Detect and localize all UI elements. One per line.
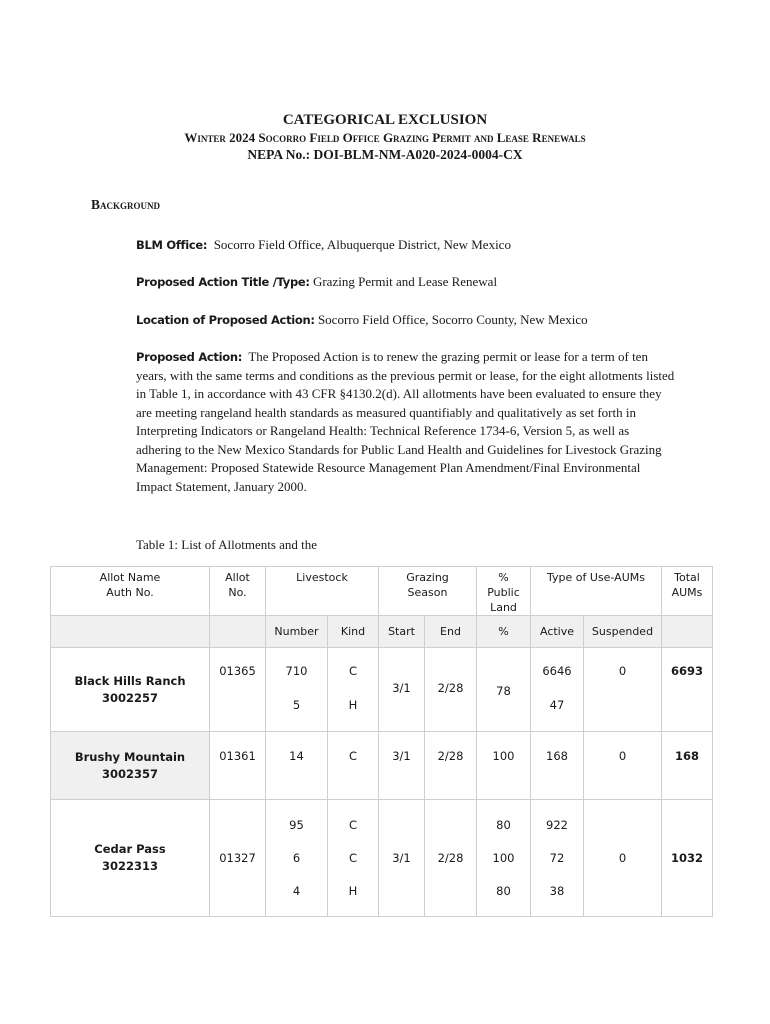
document-subtitle: Winter 2024 Socorro Field Office Grazing Permit and Lease Renewals — [184, 130, 586, 145]
table-row — [51, 800, 713, 917]
blm-office-label: BLM Office — [136, 238, 203, 252]
livestock-kind: C — [348, 818, 358, 832]
allotment-auth-no: 3002357 — [101, 766, 158, 781]
location-field — [136, 311, 676, 330]
allotment-name-cell — [51, 732, 210, 800]
kind-cell — [328, 800, 379, 917]
allot-no-cell — [210, 648, 266, 732]
allot-no: 01327 — [219, 851, 256, 865]
active-aums: 47 — [549, 698, 565, 712]
action-title-label: Proposed Action Title /Type — [136, 275, 306, 289]
subheader-number: Number — [266, 616, 328, 648]
blm-office-field: BLM Office: Socorro Field Office, Albuquerque District, New Mexico — [136, 237, 511, 252]
season-end: 2/28 — [437, 749, 464, 763]
livestock-number: 5 — [292, 698, 301, 712]
header-livestock-text: Livestock — [296, 571, 348, 584]
allot-no-cell — [210, 800, 266, 917]
allotment-name: Black Hills Ranch — [74, 673, 186, 688]
total-aums: 6693 — [670, 664, 703, 678]
header-total-line2: AUMs — [671, 586, 703, 599]
livestock-number: 14 — [289, 749, 304, 763]
total-cell — [662, 732, 713, 800]
allotment-name-cell — [51, 648, 210, 732]
number-cell — [266, 800, 328, 917]
active-aums: 38 — [549, 884, 565, 898]
subheader-blank — [662, 616, 713, 648]
table-row — [51, 648, 713, 732]
document-title-block — [0, 111, 770, 163]
kind-cell — [328, 732, 379, 800]
season-start: 3/1 — [392, 681, 411, 695]
end-cell — [425, 732, 477, 800]
header-pct-line2: Public — [487, 586, 520, 599]
subheader-kind: Kind — [328, 616, 379, 648]
action-title-value: Grazing Permit and Lease Renewal — [312, 274, 498, 289]
suspended-cell — [584, 732, 662, 800]
header-allot-name — [51, 567, 210, 616]
start-cell — [379, 732, 425, 800]
subheader-end: End — [425, 616, 477, 648]
livestock-kind: C — [348, 851, 358, 865]
active-aums: 72 — [549, 851, 565, 865]
start-cell — [379, 648, 425, 732]
livestock-kind: H — [348, 884, 358, 898]
season-end: 2/28 — [437, 681, 464, 695]
total-aums: 168 — [674, 749, 699, 763]
background-heading: Background — [91, 197, 161, 212]
allot-no: 01365 — [219, 664, 256, 678]
pct-cell — [477, 648, 531, 732]
active-cell — [531, 648, 584, 732]
pct-cell — [477, 800, 531, 917]
active-cell — [531, 732, 584, 800]
livestock-number: 95 — [289, 818, 304, 832]
active-aums: 6646 — [542, 664, 572, 678]
header-pct-line3: Land — [490, 601, 517, 614]
season-start: 3/1 — [392, 851, 411, 865]
header-livestock — [266, 567, 379, 616]
location-label: Location of Proposed Action: — [136, 313, 315, 327]
table-row — [51, 732, 713, 800]
suspended-aums: 0 — [618, 851, 627, 865]
header-public-land — [477, 567, 531, 616]
livestock-kind: C — [348, 749, 358, 763]
kind-cell — [328, 648, 379, 732]
total-aums: 1032 — [670, 851, 703, 865]
season-start: 3/1 — [392, 749, 411, 763]
number-cell — [266, 732, 328, 800]
action-title-field: Proposed Action Title /Type: Grazing Permit and Lease Renewal — [136, 274, 498, 289]
header-total-aums — [662, 567, 713, 616]
allotment-name: Brushy Mountain — [74, 749, 186, 764]
header-allot-name-text: Allot Name — [99, 571, 161, 584]
active-cell — [531, 800, 584, 917]
pct-cell — [477, 732, 531, 800]
season-end: 2/28 — [437, 851, 464, 865]
start-cell — [379, 800, 425, 917]
header-pct-line1: % — [498, 571, 509, 584]
header-auth-no-text: Auth No. — [106, 586, 154, 599]
header-total-line1: Total — [674, 571, 700, 584]
suspended-aums: 0 — [618, 664, 627, 678]
active-aums: 168 — [546, 749, 568, 763]
end-cell — [425, 648, 477, 732]
end-cell — [425, 800, 477, 917]
header-allot-no-line1: Allot — [225, 571, 250, 584]
allot-no: 01361 — [219, 749, 256, 763]
public-land-pct: 100 — [492, 749, 515, 763]
livestock-number: 6 — [292, 851, 301, 865]
subheader-blank — [210, 616, 266, 648]
header-allot-no — [210, 567, 266, 616]
allotment-auth-no: 3002257 — [101, 690, 158, 705]
suspended-cell — [584, 800, 662, 917]
blm-office-value: Socorro Field Office, Albuquerque District, New Mexico — [213, 237, 511, 252]
public-land-pct: 80 — [496, 884, 511, 898]
table-header-row — [51, 567, 713, 616]
suspended-aums: 0 — [618, 749, 627, 763]
document-title: CATEGORICAL EXCLUSION — [282, 112, 488, 128]
table-caption: Table 1: List of Allotments and the — [136, 537, 318, 552]
subheader-pct: % — [477, 616, 531, 648]
header-type-of-use — [531, 567, 662, 616]
active-aums: 922 — [546, 818, 568, 832]
subheader-start: Start — [379, 616, 425, 648]
subheader-blank — [51, 616, 210, 648]
livestock-kind: H — [348, 698, 358, 712]
proposed-action-label: Proposed Action: — [136, 350, 243, 364]
livestock-kind: C — [348, 664, 358, 678]
header-grazing-season — [379, 567, 477, 616]
suspended-cell — [584, 648, 662, 732]
header-grazing-line1: Grazing — [406, 571, 449, 584]
proposed-action-field — [136, 348, 676, 496]
subheader-suspended: Suspended — [584, 616, 662, 648]
subheader-active: Active — [531, 616, 584, 648]
allotment-name: Cedar Pass — [94, 842, 166, 856]
header-type-of-use-text: Type of Use-AUMs — [547, 571, 645, 584]
location-value: Socorro Field Office, Socorro County, New Mexico — [317, 312, 588, 327]
allotment-auth-no: 3022313 — [101, 859, 158, 873]
table-subheader-row — [51, 616, 713, 648]
livestock-number: 4 — [292, 884, 301, 898]
proposed-action-value: The Proposed Action is to renew the grazing permit or lease for a term of ten years, with the same terms and conditions as the previous permit or lease, for the eight allotments listed in Table 1, in accordance with 43 CFR §4130.2(d). All allotments have been evaluated to ensure they are meeting rangeland health standards as measured quantifiably and qualitatively as set forth in Interpreting Indicators or Rangeland Health: Technical Reference 1734-6, Version 5, as well as adhering to the New Mexico Standards for Public Land Health and Guidelines for Livestock Grazing Management: Proposed Statewide Resource Management Plan Amendment/Final Environmental Impact Statement, January 2000. — [136, 349, 675, 494]
total-cell — [662, 800, 713, 917]
number-cell — [266, 648, 328, 732]
public-land-pct: 80 — [496, 818, 511, 832]
header-allot-no-line2: No. — [228, 586, 247, 599]
livestock-number: 710 — [285, 664, 308, 678]
header-grazing-line2: Season — [407, 586, 448, 599]
total-cell — [662, 648, 713, 732]
nepa-number: NEPA No.: DOI-BLM-NM-A020-2024-0004-CX — [247, 147, 523, 162]
public-land-pct: 100 — [492, 851, 515, 865]
allot-no-cell — [210, 732, 266, 800]
public-land-pct: 78 — [496, 684, 511, 698]
allotment-name-cell — [51, 800, 210, 917]
allotments-table — [50, 566, 713, 917]
